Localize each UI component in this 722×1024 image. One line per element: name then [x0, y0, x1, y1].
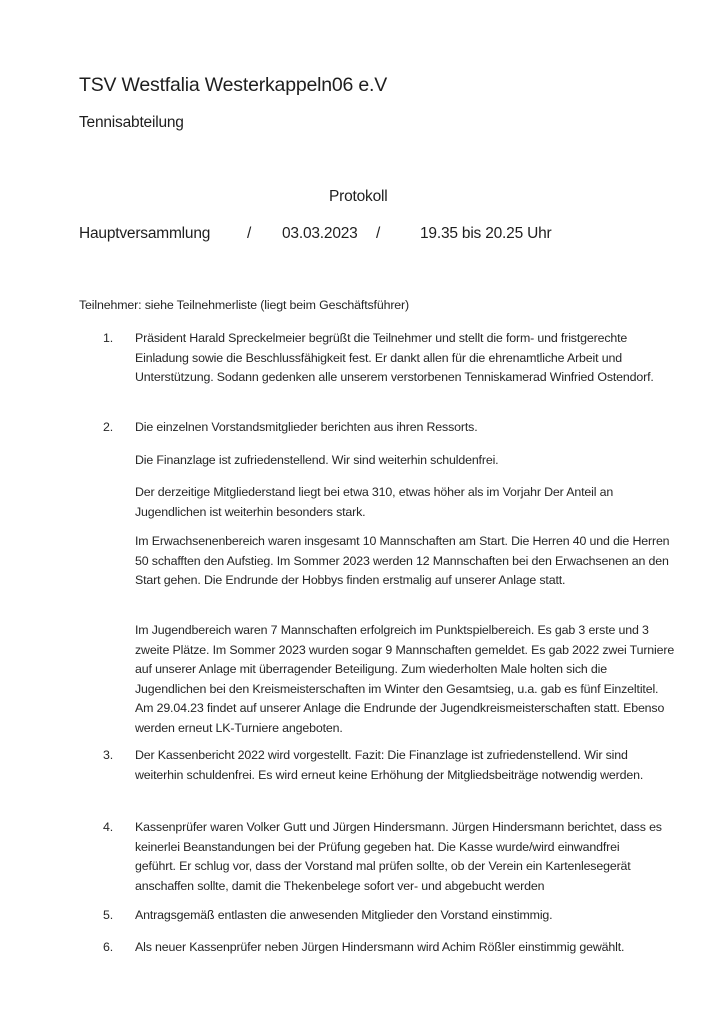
agenda-item: [103, 818, 663, 896]
item-number: 5.: [103, 908, 114, 922]
item-number: 2.: [103, 420, 114, 434]
separator: /: [247, 225, 252, 242]
report-paragraph-adults: Im Erwachsenenbereich waren insgesamt 10 Mannschaften am Start. Die Herren 40 und die Herren 50 schafften den Aufstieg. Im Sommer 2023 werden 12 Mannschaften bei den Erwachsenen an den Start gehen. Die Endrunde der Hobbys finden erstmalig auf unserer Anlage statt.: [135, 534, 670, 587]
item-text: Antragsgemäß entlasten die anwesenden Mitglieder den Vorstand einstimmig.: [135, 908, 553, 922]
meeting-date: 03.03.2023: [282, 225, 358, 242]
department-name: Tennisabteilung: [79, 114, 184, 131]
item-text: Die einzelnen Vorstandsmitglieder berichten aus ihren Ressorts.: [135, 420, 478, 434]
agenda-item: [103, 329, 663, 388]
organization-name: TSV Westfalia Westerkappeln06 e.V: [79, 74, 388, 96]
item-number: 3.: [103, 748, 114, 762]
meeting-type: Hauptversammlung: [79, 225, 211, 242]
item-number: 1.: [103, 331, 114, 345]
item-text: Präsident Harald Spreckelmeier begrüßt die Teilnehmer und stellt die form- und fristgerechte Einladung sowie die Beschlussfähigkeit fest. Er dankt allen für die ehrenamtliche Arbeit und Unterstützung. Sodann gedenken alle unserem verstorbenen Tenniskamerad Winfried Ostendorf.: [135, 331, 654, 384]
agenda-item: [103, 938, 663, 958]
agenda-item: [103, 418, 663, 438]
report-paragraph-finances: Die Finanzlage ist zufriedenstellend. Wir sind weiterhin schuldenfrei.: [135, 453, 499, 467]
document-title: Protokoll: [329, 188, 388, 205]
item-text: Als neuer Kassenprüfer neben Jürgen Hindersmann wird Achim Rößler einstimmig gewählt.: [135, 940, 625, 954]
agenda-item: [103, 746, 663, 785]
meeting-time: 19.35 bis 20.25 Uhr: [420, 225, 552, 242]
report-paragraph-youth: Im Jugendbereich waren 7 Mannschaften erfolgreich im Punktspielbereich. Es gab 3 erste und 3 zweite Plätze. Im Sommer 2023 wurden sogar 9 Mannschaften gemeldet. Es gab 2022 zwei Turniere auf unserer Anlage mit überragender Beteiligung. Zum wiederholten Male holten sich die Jugendlichen bei den Kreismeisterschaften im Winter den Gesamtsieg, u.a. gab es fünf Einzeltitel. Am 29.04.23 findet auf unserer Anlage die Endrunde der Jugendkreismeisterschaften statt. Ebenso werden erneut LK-Turniere angeboten.: [135, 623, 675, 735]
item-text: Kassenprüfer waren Volker Gutt und Jürgen Hindersmann. Jürgen Hindersmann berichtet, dass es keinerlei Beanstandungen bei der Prüfung gegeben hat. Die Kasse wurde/wird einwandfrei geführt. Er schlug vor, dass der Vorstand mal prüfen sollte, ob der Verein ein Kartenlesegerät anschaffen sollte, damit die Thekenbelege sofort ver- und abgebucht werden: [135, 820, 662, 893]
item-number: 6.: [103, 940, 114, 954]
participants-note: Teilnehmer: siehe Teilnehmerliste (liegt beim Geschäftsführer): [79, 298, 409, 312]
item-text: Der Kassenbericht 2022 wird vorgestellt. Fazit: Die Finanzlage ist zufriedenstellend. Wir sind weiterhin schuldenfrei. Es wird erneut keine Erhöhung der Mitgliedsbeiträge notwendig werden.: [135, 748, 644, 782]
agenda-item: [103, 906, 663, 926]
item-number: 4.: [103, 820, 114, 834]
report-paragraph-members: Der derzeitige Mitgliederstand liegt bei etwa 310, etwas höher als im Vorjahr Der Anteil an Jugendlichen ist weiterhin besonders stark.: [135, 485, 614, 519]
separator: /: [376, 225, 381, 242]
